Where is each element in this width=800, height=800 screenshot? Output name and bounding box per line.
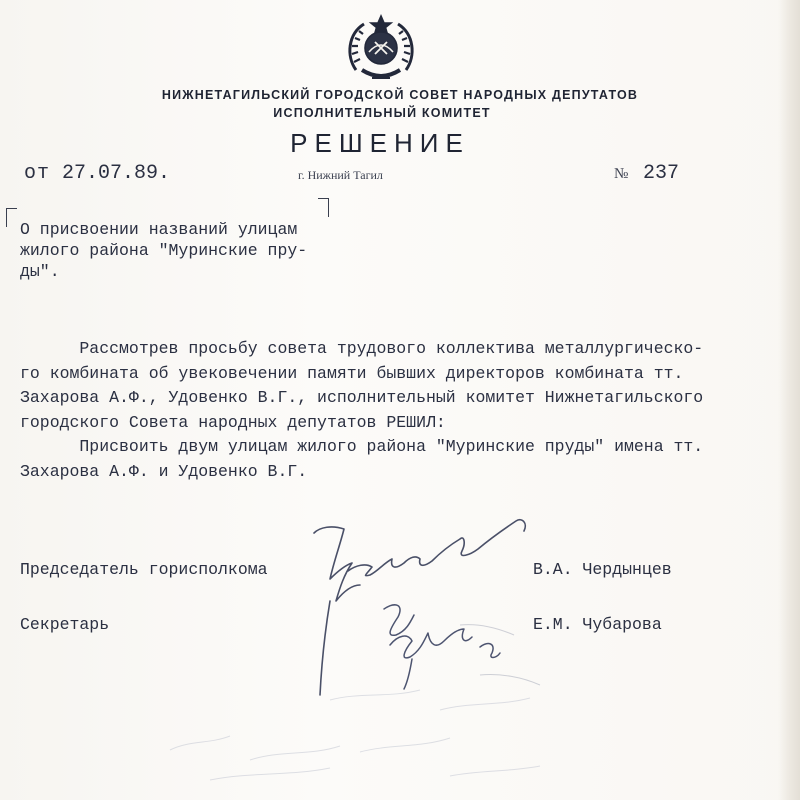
page-edge-shadow [778, 0, 800, 800]
decision-body: Рассмотрев просьбу совета трудового коллектива металлургическо- го комбината об увековечении памяти бывших директоров комбината тт. Захарова А.Ф., Удовенко В.Г., исполнительный комитет Нижнетагильского городского Совета народных депутатов РЕШИЛ: Присвоить двум улицам жилого района "Муринские пруды" имена тт. Захарова А.Ф. и Удовенко В.Г. [20, 339, 704, 481]
council-name: НИЖНЕТАГИЛЬСКИЙ ГОРОДСКОЙ СОВЕТ НАРОДНЫХ ДЕПУТАТОВ [161, 88, 639, 102]
secretary-name: Е.М. Чубарова [533, 615, 662, 634]
chairman-role: Председатель горисполкома [20, 560, 268, 579]
soviet-emblem-icon [342, 12, 420, 88]
document-title: РЕШЕНИЕ [290, 128, 470, 158]
secretary-role: Секретарь [20, 615, 110, 634]
number-label: № [614, 166, 629, 182]
faded-pencil-marks [150, 640, 650, 790]
place-of-issue: г. Нижний Тагил [298, 168, 383, 182]
chairman-name: В.А. Чердынцев [533, 560, 672, 579]
subject-bracket-right [318, 198, 329, 217]
date-prefix: от [24, 162, 51, 185]
subject-bracket-left [6, 208, 17, 227]
document-date: 27.07.89. [62, 162, 171, 185]
subject-text: О присвоении названий улицам жилого района "Муринские пру- ды". [20, 220, 308, 281]
document-number: 237 [643, 162, 680, 185]
executive-committee: ИСПОЛНИТЕЛЬНЫЙ КОМИТЕТ [273, 106, 491, 120]
date-line [24, 162, 170, 185]
